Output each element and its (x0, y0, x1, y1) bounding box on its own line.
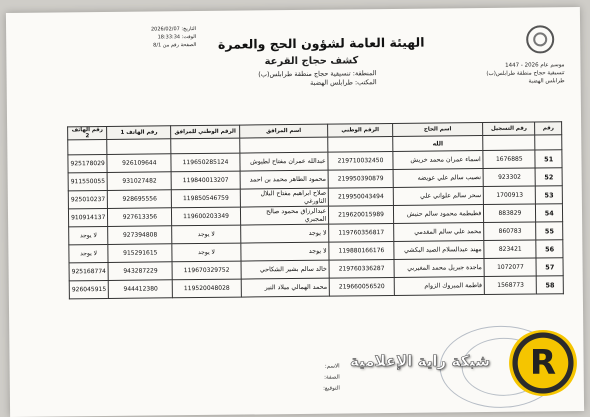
phone-1: 926109644 (107, 154, 171, 173)
registration-number: 1072077 (484, 258, 536, 277)
signature-role-label: الصفة: (324, 374, 340, 381)
pilgrim-name: فطيطمة محمود سالم حنيش (393, 205, 484, 224)
companion-name: صلاح ابراهيم مفتاح البلال التاورغي (240, 188, 329, 207)
basmala-cell: الله (392, 136, 483, 152)
document-title: الهيئة العامة لشؤون الحج والعمرة (217, 34, 425, 52)
companion-national-id: 119670329752 (172, 261, 240, 280)
phone-2: لا يوجد (69, 244, 109, 262)
row-number: 55 (536, 222, 563, 240)
phone-1: 915291615 (108, 244, 172, 263)
registration-number: 1568773 (484, 276, 536, 295)
companion-national-id: 119520048028 (173, 279, 241, 298)
registration-number: 823421 (484, 240, 536, 259)
registration-number: 883829 (484, 204, 536, 223)
companion-national-id: 119850546759 (172, 189, 240, 208)
col-header-nid: الرقم الوطني (328, 123, 393, 137)
office-line: المكتب: طرابلس الهضبة (310, 78, 377, 87)
national-id: 219620015989 (329, 205, 394, 224)
companion-name: محمد الهمالي ميلاد النير (241, 278, 330, 297)
national-id: 219710032450 (328, 151, 393, 170)
season-line: موسم عام 2026 - 1447 (505, 62, 565, 69)
phone-2: 925178029 (68, 154, 108, 172)
office-right-line: طرابلس الهضبة (528, 78, 565, 85)
pilgrim-name: محمد علي سالم المقدمي (393, 223, 484, 242)
col-header-companion-nid: الرقم الوطني للمرافق (171, 125, 239, 139)
phone-1: 944412380 (109, 280, 173, 299)
registration-number: 860783 (484, 222, 536, 241)
registration-number: 1700913 (484, 186, 536, 205)
table-row (69, 276, 563, 299)
pilgrim-name: اسماء عمران محمد خريش (393, 151, 484, 170)
national-id: 219950043494 (329, 187, 394, 206)
row-number: 52 (535, 168, 562, 186)
registration-number: 1676885 (483, 150, 535, 169)
companion-national-id: 119600203349 (172, 207, 240, 226)
companion-national-id: 119840013207 (171, 171, 239, 190)
signature-name-label: الاسم: (324, 363, 340, 370)
document-right-meta (464, 61, 564, 86)
phone-2: 926045915 (69, 280, 109, 298)
phone-1: 943287229 (108, 262, 172, 281)
companion-name: عبدالرزاق محمود صالح المجبري (240, 206, 329, 225)
col-header-name: اسم الحاج (392, 123, 483, 137)
row-number: 53 (536, 186, 563, 204)
col-header-companion: اسم المرافق (239, 124, 328, 138)
companion-national-id: 119650285124 (171, 153, 239, 172)
document-page (6, 7, 584, 417)
pilgrim-name: نصيب سالم علي عويضه (393, 169, 484, 188)
hajj-authority-logo-icon (526, 25, 554, 53)
phone-2: 925168774 (69, 262, 109, 280)
pilgrim-name: فاطمة المبروك الزوام (394, 277, 485, 296)
national-id: 219760336287 (329, 259, 394, 278)
companion-name: خالد سالم بشير الشكاحي (241, 260, 330, 279)
phone-2: 910914137 (68, 208, 108, 226)
row-number: 58 (537, 276, 564, 294)
coordination-line: تنسيقية حجاج منطقة طرابلس(ب) (486, 70, 565, 77)
col-header-phone1: رقم الهاتف 1 (107, 126, 171, 140)
national-id: 219950390879 (328, 169, 393, 188)
row-number: 56 (536, 240, 563, 258)
signature-sign-label: التوقيع: (323, 385, 340, 392)
pilgrim-name: سحر سالم علواني علي (393, 187, 484, 206)
row-number: 51 (535, 150, 562, 168)
region-info (197, 69, 377, 89)
phone-2: 925010237 (68, 190, 108, 208)
phone-2: 911550055 (68, 172, 108, 190)
row-number: 57 (536, 258, 563, 276)
col-header-reg: رقم التسجيل (483, 122, 535, 136)
companion-name: عبدالله عمران مفتاح لطيوش (240, 152, 329, 171)
watermark-logo-letter: R (529, 343, 557, 383)
pilgrims-table (67, 121, 564, 299)
phone-1: 931027482 (107, 172, 171, 191)
companion-national-id: لا يوجد (172, 243, 240, 262)
page-line: الصفحة رقم من 8/1 (153, 42, 197, 49)
watermark-text: شبكة راية الإعلامية (350, 352, 491, 370)
phone-1: 927394808 (108, 226, 172, 245)
national-id: 119760356817 (329, 223, 394, 242)
col-header-phone2: رقم الهاتف 2 (68, 126, 107, 139)
national-id: 219660056520 (329, 277, 394, 296)
pilgrim-name: ماجدة جبريل محمد المغيربي (394, 259, 485, 278)
time-line: الوقت: 18:33:34 (157, 34, 197, 41)
national-id: 119880166176 (329, 241, 394, 260)
col-header-no: رقم (535, 122, 562, 135)
companion-name: لا يوجد (240, 242, 329, 261)
document-meta (144, 25, 196, 50)
phone-1: 927613356 (108, 208, 172, 227)
companion-national-id: لا يوجد (172, 225, 240, 244)
registration-number: 923302 (483, 168, 535, 187)
signature-block (260, 362, 340, 396)
region-line: المنطقة: تنسيقية حجاج منطقة طرابلس(ب) (258, 69, 377, 79)
document-subtitle: كشف حجاج القرعة (264, 55, 359, 68)
phone-2: لا يوجد (69, 226, 109, 244)
phone-1: 928695556 (108, 190, 172, 209)
date-line: التاريخ: 2026/02/07 (150, 26, 197, 33)
companion-name: لا يوجد (240, 224, 329, 243)
companion-name: محمود الطاهر محمد بن احمد (240, 170, 329, 189)
pilgrim-name: مهند عبدالسلام الصيد البكشي (394, 241, 485, 260)
row-number: 54 (536, 204, 563, 222)
raya-network-logo-icon (508, 330, 578, 396)
